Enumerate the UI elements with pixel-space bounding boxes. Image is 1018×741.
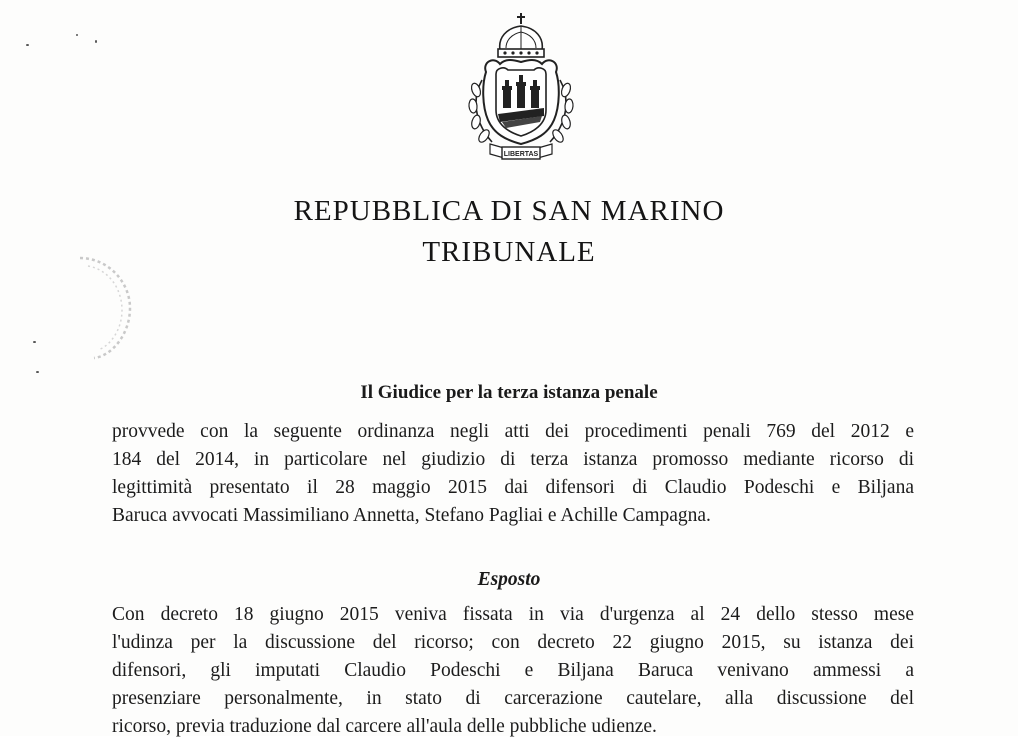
coat-of-arms-emblem: [456, 10, 586, 164]
paragraph-line: provvede con la seguente ordinanza negli atti dei procedimenti penali 769 del 2012 e: [112, 421, 914, 442]
paragraph-line: Baruca avvocati Massimiliano Annetta, Stefano Pagliai e Achille Campagna.: [112, 505, 711, 526]
header-tribunal: TRIBUNALE: [422, 236, 596, 268]
judge-subtitle: Il Giudice per la terza istanza penale: [360, 382, 658, 403]
motto-text: LIBERTAS: [503, 151, 539, 158]
paragraph-line: 184 del 2014, in particolare nel giudizio di terza istanza promosso mediante ricorso di: [112, 449, 914, 470]
ordinance-paragraph: [112, 418, 914, 530]
paragraph-line: l'udinza per la discussione del ricorso; con decreto 22 giugno 2015, su istanza dei: [112, 632, 914, 653]
paragraph-line: Con decreto 18 giugno 2015 veniva fissata in via d'urgenza al 24 dello stesso mese: [112, 604, 914, 625]
paragraph-line: legittimità presentato il 28 maggio 2015 dai difensori di Claudio Podeschi e Biljana: [112, 477, 914, 498]
scan-speck: [95, 40, 97, 43]
paragraph-line: presenziare personalmente, in stato di carcerazione cautelare, alla discussione del: [112, 688, 914, 709]
scan-speck: [26, 44, 29, 46]
scan-speck: [76, 34, 78, 36]
section-title-esposto: Esposto: [477, 569, 541, 590]
header-republic: REPUBBLICA DI SAN MARINO: [293, 195, 725, 227]
scan-speck: [36, 371, 39, 373]
scan-speck: [33, 341, 36, 343]
paragraph-line: ricorso, previa traduzione dal carcere all'aula delle pubbliche udienze.: [112, 716, 657, 737]
paragraph-line: difensori, gli imputati Claudio Podeschi e Biljana Baruca venivano ammessi a: [112, 660, 914, 681]
esposto-paragraph: [112, 601, 914, 741]
